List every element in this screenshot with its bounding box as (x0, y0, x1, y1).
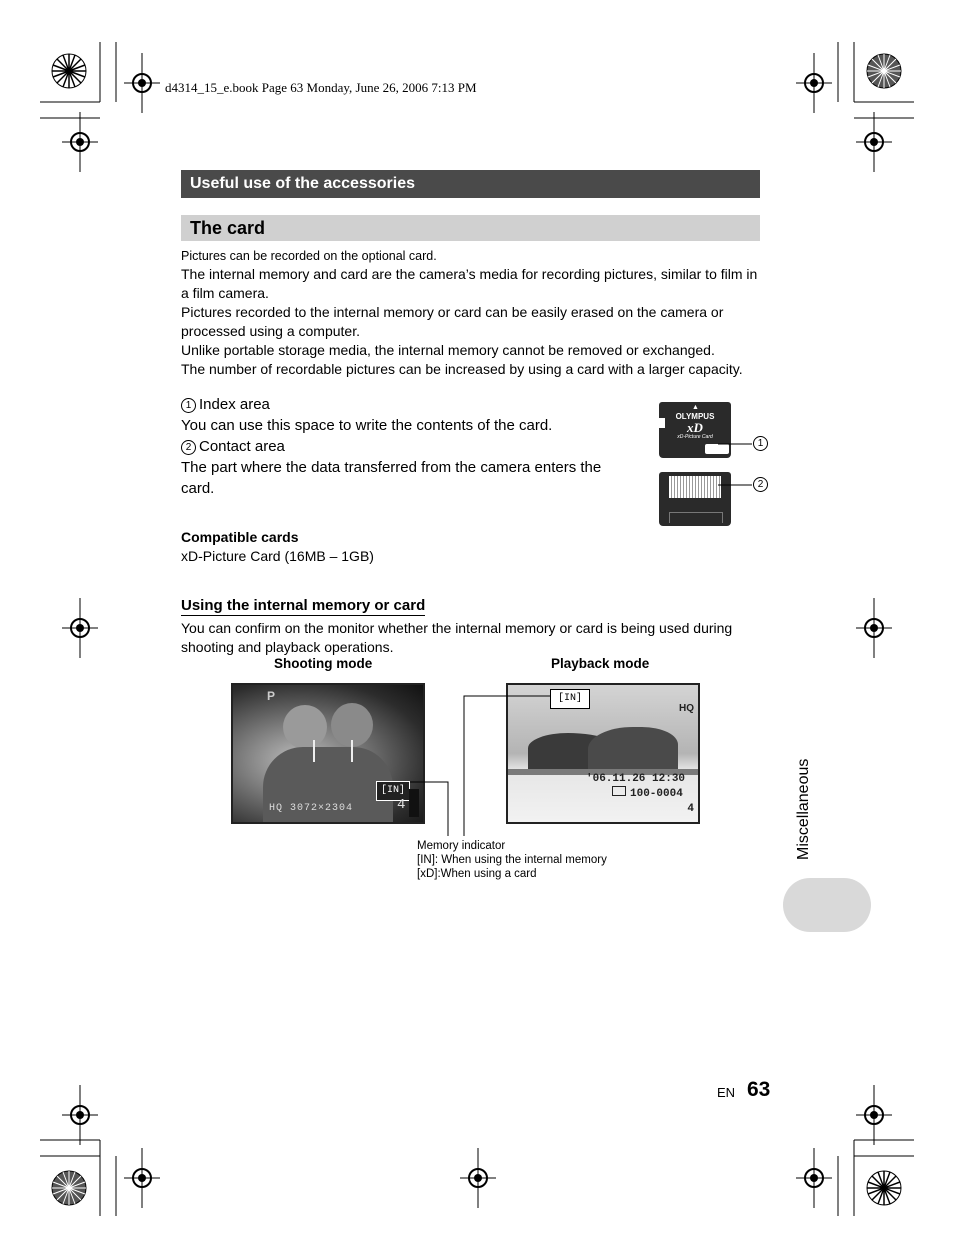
frame-number: 4 (687, 803, 694, 815)
memory-heading: Using the internal memory or card (181, 597, 426, 614)
registration-mark-icon (796, 1148, 832, 1208)
shooting-mode-screen (231, 683, 425, 824)
registration-mark-icon (856, 598, 892, 658)
side-section-text: Miscellaneous (795, 758, 812, 860)
starburst-mark-icon (866, 1170, 902, 1206)
memory-indicator: [IN] (550, 689, 590, 709)
memory-line: You can confirm on the monitor whether the internal memory or card is being used during (181, 620, 733, 636)
registration-mark-icon (460, 1148, 496, 1208)
memory-line: shooting and playback operations. (181, 639, 394, 655)
registration-mark-icon (856, 1085, 892, 1145)
quality-indicator: HQ (679, 703, 694, 714)
registration-mark-icon (62, 1085, 98, 1145)
note-xd: [xD]:When using a card (417, 868, 537, 880)
registration-mark-icon (62, 112, 98, 172)
datetime-display: '06.11.26 12:30 (586, 773, 686, 785)
indicator-leader-lines (400, 690, 560, 840)
registration-mark-icon (62, 598, 98, 658)
memory-indicator: [IN] (376, 781, 410, 801)
intro-line: Pictures can be recorded on the optional card. (181, 249, 437, 263)
contact-area-region (669, 476, 721, 498)
side-section-label (795, 750, 815, 860)
memory-indicator-note (417, 839, 607, 881)
language-label: EN (717, 1085, 736, 1100)
card-parts-list (181, 394, 631, 499)
folder-icon (612, 786, 626, 796)
intro-line: The internal memory and card are the camera’s media for recording pictures, similar to film in (181, 266, 758, 282)
starburst-mark-icon (866, 53, 902, 89)
note-title: Memory indicator (417, 840, 506, 852)
note-in: [IN]: When using the internal memory (417, 854, 607, 866)
contact-area-label: Contact area (199, 438, 285, 455)
contact-area-desc: The part where the data transferred from the camera enters the (181, 459, 602, 476)
shooting-mode-label: Shooting mode (274, 656, 373, 671)
memory-desc (181, 619, 781, 657)
book-info: d4314_15_e.book Page 63 Monday, June 26, 2006 7:13 PM (165, 80, 477, 95)
intro-line: The number of recordable pictures can be increased by using a card with a larger capacity. (181, 361, 743, 377)
card-callout-lines (718, 434, 758, 494)
page-number: 63 (747, 1078, 771, 1101)
callout-1: 1 (753, 436, 768, 451)
callout-number: 1 (181, 398, 196, 413)
page-title: The card (181, 215, 760, 241)
index-area-item (181, 394, 631, 415)
intro-line: processed using a computer. (181, 323, 360, 339)
index-area-desc: You can use this space to write the contents of the card. (181, 417, 553, 434)
intro-line: Unlike portable storage media, the internal memory cannot be removed or exchanged. (181, 342, 715, 358)
starburst-mark-icon (51, 1170, 87, 1206)
file-number (612, 786, 683, 800)
file-number-text: 100-0004 (630, 788, 683, 800)
registration-mark-icon (124, 53, 160, 113)
registration-mark-icon (856, 112, 892, 172)
triangle-icon: ▲ (692, 404, 699, 411)
af-target-mark (313, 740, 353, 762)
card-logo: xD (687, 420, 703, 435)
callout-number: 2 (181, 440, 196, 455)
contact-area-item (181, 436, 631, 457)
registration-mark-icon (124, 1148, 160, 1208)
card-groove (669, 512, 723, 523)
callout-2: 2 (753, 477, 768, 492)
section-header: Useful use of the accessories (181, 170, 760, 198)
registration-mark-icon (796, 53, 832, 113)
quality-indicator: HQ 3072×2304 (269, 803, 354, 814)
mode-indicator: P (267, 689, 276, 703)
side-tab-marker (783, 878, 871, 932)
contact-area-desc: card. (181, 480, 215, 497)
intro-line: Pictures recorded to the internal memory or card can be easily erased on the camera or (181, 304, 724, 320)
starburst-mark-icon (51, 53, 87, 89)
index-area-label: Index area (199, 396, 270, 413)
card-brand: OLYMPUS (675, 412, 715, 421)
intro-text (181, 248, 781, 379)
compatible-value: xD-Picture Card (16MB – 1GB) (181, 548, 374, 564)
card-product: xD-Picture Card (677, 434, 713, 440)
landscape-mountain (588, 727, 678, 771)
intro-line: a film camera. (181, 285, 269, 301)
playback-mode-label: Playback mode (551, 656, 650, 671)
remaining-count: 4 (397, 797, 406, 813)
compatible-heading: Compatible cards (181, 529, 299, 545)
